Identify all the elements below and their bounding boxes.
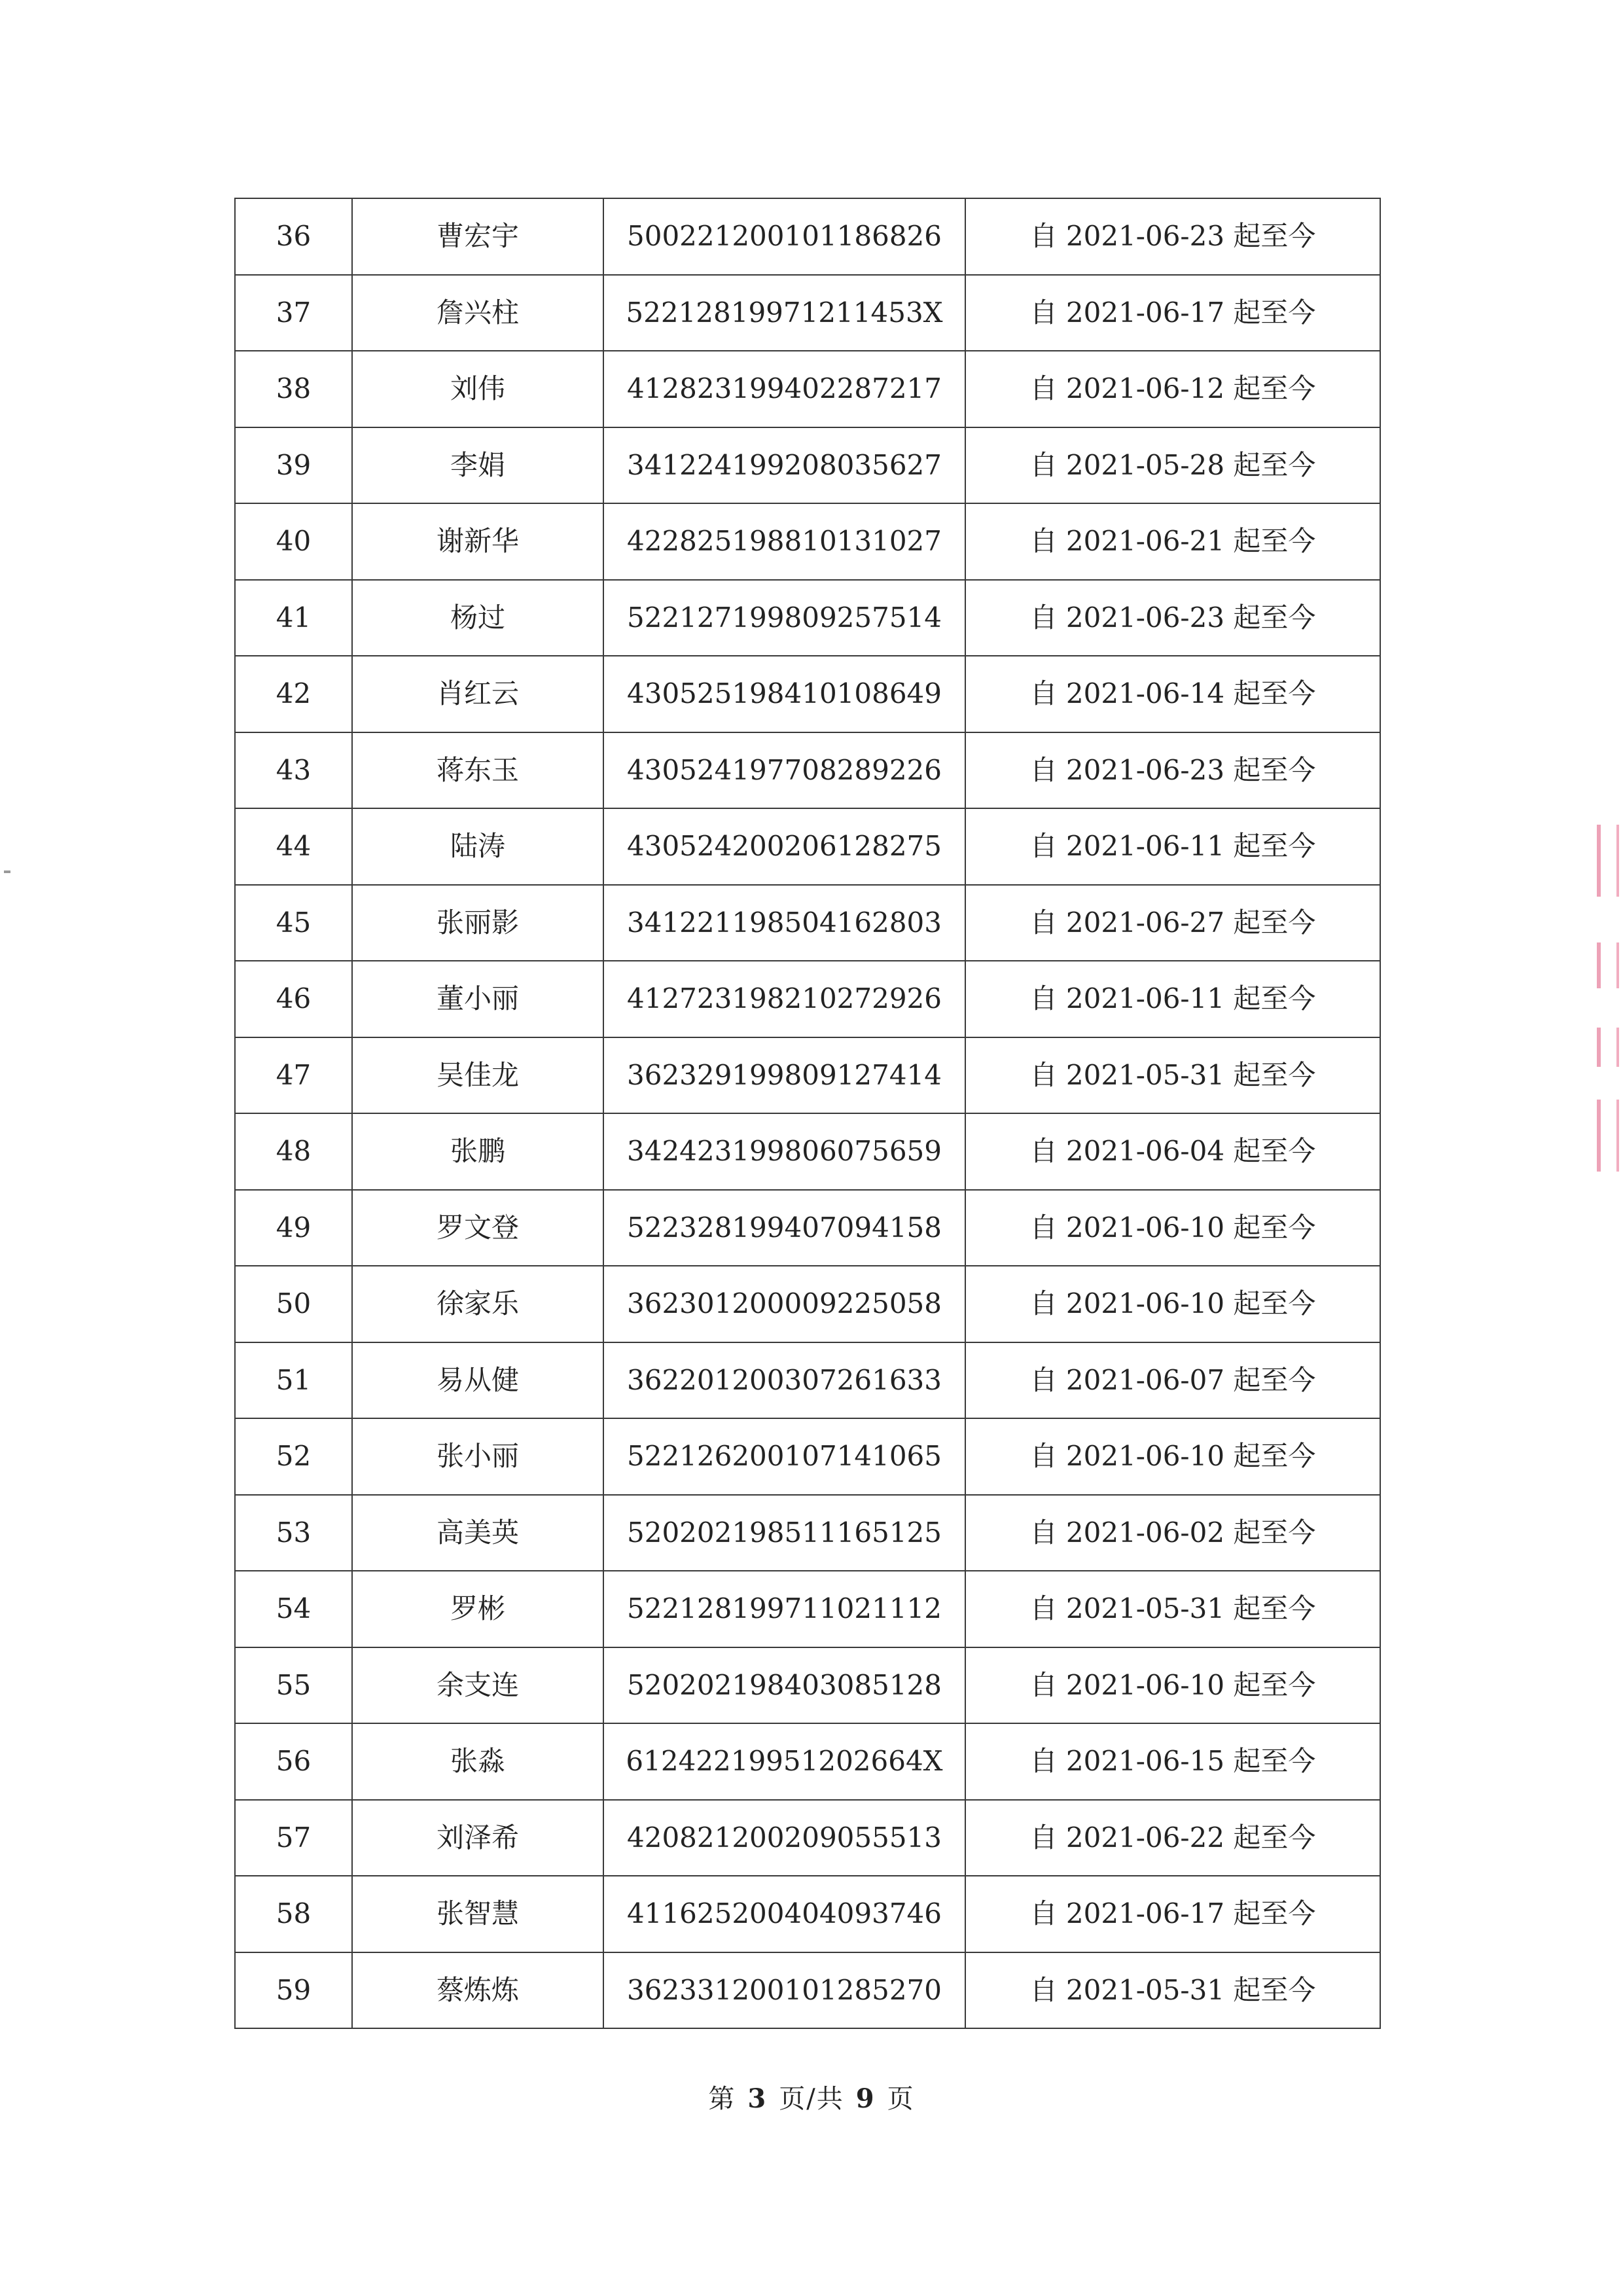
name-cell: 董小丽 (352, 961, 603, 1037)
row-number-cell: 51 (235, 1342, 352, 1419)
row-number-cell: 46 (235, 961, 352, 1037)
id-number-cell: 362201200307261633 (603, 1342, 965, 1419)
id-number-cell: 342423199806075659 (603, 1113, 965, 1190)
id-number-cell: 520202198403085128 (603, 1647, 965, 1724)
id-number-cell: 411625200404093746 (603, 1876, 965, 1952)
row-number-cell: 57 (235, 1800, 352, 1876)
table-row (235, 1037, 1380, 1114)
period-cell: 自 2021-06-17 起至今 (965, 275, 1380, 351)
table-row (235, 1342, 1380, 1419)
name-cell: 张智慧 (352, 1876, 603, 1952)
table-row (235, 885, 1380, 961)
total-pages-number: 9 (855, 2083, 876, 2114)
period-cell: 自 2021-06-10 起至今 (965, 1190, 1380, 1266)
name-cell: 徐家乐 (352, 1266, 603, 1342)
row-number-cell: 56 (235, 1723, 352, 1800)
period-cell: 自 2021-06-02 起至今 (965, 1495, 1380, 1571)
scan-mark (4, 870, 10, 873)
name-cell: 詹兴柱 (352, 275, 603, 351)
id-number-cell: 362301200009225058 (603, 1266, 965, 1342)
id-number-cell: 362329199809127414 (603, 1037, 965, 1114)
period-cell: 自 2021-06-07 起至今 (965, 1342, 1380, 1419)
table-row (235, 198, 1380, 275)
table-row (235, 1418, 1380, 1495)
name-cell: 刘伟 (352, 351, 603, 427)
table-row (235, 1571, 1380, 1647)
id-number-cell: 422825198810131027 (603, 503, 965, 580)
id-number-cell: 430524197708289226 (603, 732, 965, 809)
table-row (235, 503, 1380, 580)
row-number-cell: 40 (235, 503, 352, 580)
row-number-cell: 36 (235, 198, 352, 275)
table-row (235, 1647, 1380, 1724)
name-cell: 曹宏宇 (352, 198, 603, 275)
name-cell: 刘泽希 (352, 1800, 603, 1876)
name-cell: 杨过 (352, 580, 603, 656)
id-number-cell: 430525198410108649 (603, 656, 965, 732)
name-cell: 肖红云 (352, 656, 603, 732)
period-cell: 自 2021-06-23 起至今 (965, 580, 1380, 656)
row-number-cell: 49 (235, 1190, 352, 1266)
name-cell: 易从健 (352, 1342, 603, 1419)
table-row (235, 1876, 1380, 1952)
row-number-cell: 42 (235, 656, 352, 732)
row-number-cell: 39 (235, 427, 352, 504)
table-row (235, 1190, 1380, 1266)
table-body (235, 198, 1380, 2028)
table-row (235, 1952, 1380, 2029)
row-number-cell: 41 (235, 580, 352, 656)
name-cell: 罗文登 (352, 1190, 603, 1266)
period-cell: 自 2021-06-10 起至今 (965, 1647, 1380, 1724)
name-cell: 余支连 (352, 1647, 603, 1724)
name-cell: 张淼 (352, 1723, 603, 1800)
id-number-cell: 522328199407094158 (603, 1190, 965, 1266)
period-cell: 自 2021-06-14 起至今 (965, 656, 1380, 732)
row-number-cell: 55 (235, 1647, 352, 1724)
id-number-cell: 500221200101186826 (603, 198, 965, 275)
name-cell: 张鹏 (352, 1113, 603, 1190)
id-number-cell: 522126200107141065 (603, 1418, 965, 1495)
period-cell: 自 2021-06-11 起至今 (965, 961, 1380, 1037)
row-number-cell: 37 (235, 275, 352, 351)
period-cell: 自 2021-06-15 起至今 (965, 1723, 1380, 1800)
red-seal-edge (1597, 825, 1619, 1191)
footer-suffix: 页 (887, 2084, 915, 2114)
row-number-cell: 54 (235, 1571, 352, 1647)
name-cell: 罗彬 (352, 1571, 603, 1647)
id-number-cell: 420821200209055513 (603, 1800, 965, 1876)
name-cell: 陆涛 (352, 808, 603, 885)
id-number-cell: 341224199208035627 (603, 427, 965, 504)
period-cell: 自 2021-06-23 起至今 (965, 198, 1380, 275)
id-number-cell: 61242219951202664X (603, 1723, 965, 1800)
footer-prefix: 第 (708, 2084, 736, 2114)
name-cell: 高美英 (352, 1495, 603, 1571)
row-number-cell: 58 (235, 1876, 352, 1952)
period-cell: 自 2021-06-17 起至今 (965, 1876, 1380, 1952)
records-table (234, 198, 1381, 2029)
period-cell: 自 2021-06-12 起至今 (965, 351, 1380, 427)
row-number-cell: 44 (235, 808, 352, 885)
name-cell: 张小丽 (352, 1418, 603, 1495)
row-number-cell: 38 (235, 351, 352, 427)
id-number-cell: 520202198511165125 (603, 1495, 965, 1571)
footer-middle: 页/共 (779, 2084, 844, 2114)
id-number-cell: 430524200206128275 (603, 808, 965, 885)
period-cell: 自 2021-05-31 起至今 (965, 1952, 1380, 2029)
name-cell: 张丽影 (352, 885, 603, 961)
row-number-cell: 45 (235, 885, 352, 961)
table-row (235, 961, 1380, 1037)
table-row (235, 1495, 1380, 1571)
table-row (235, 1266, 1380, 1342)
table-row (235, 1723, 1380, 1800)
period-cell: 自 2021-06-10 起至今 (965, 1266, 1380, 1342)
name-cell: 李娟 (352, 427, 603, 504)
row-number-cell: 50 (235, 1266, 352, 1342)
current-page-number: 3 (747, 2083, 768, 2114)
row-number-cell: 43 (235, 732, 352, 809)
name-cell: 蔡炼炼 (352, 1952, 603, 2029)
table-row (235, 427, 1380, 504)
id-number-cell: 522127199809257514 (603, 580, 965, 656)
row-number-cell: 53 (235, 1495, 352, 1571)
table-row (235, 580, 1380, 656)
row-number-cell: 59 (235, 1952, 352, 2029)
name-cell: 蒋东玉 (352, 732, 603, 809)
table-row (235, 351, 1380, 427)
table-row (235, 808, 1380, 885)
table-row (235, 656, 1380, 732)
period-cell: 自 2021-05-31 起至今 (965, 1037, 1380, 1114)
table-row (235, 1800, 1380, 1876)
name-cell: 吴佳龙 (352, 1037, 603, 1114)
id-number-cell: 412823199402287217 (603, 351, 965, 427)
period-cell: 自 2021-06-11 起至今 (965, 808, 1380, 885)
table-row (235, 732, 1380, 809)
period-cell: 自 2021-05-31 起至今 (965, 1571, 1380, 1647)
table-row (235, 275, 1380, 351)
period-cell: 自 2021-05-28 起至今 (965, 427, 1380, 504)
period-cell: 自 2021-06-04 起至今 (965, 1113, 1380, 1190)
row-number-cell: 52 (235, 1418, 352, 1495)
period-cell: 自 2021-06-10 起至今 (965, 1418, 1380, 1495)
id-number-cell: 341221198504162803 (603, 885, 965, 961)
period-cell: 自 2021-06-23 起至今 (965, 732, 1380, 809)
period-cell: 自 2021-06-22 起至今 (965, 1800, 1380, 1876)
table-row (235, 1113, 1380, 1190)
period-cell: 自 2021-06-27 起至今 (965, 885, 1380, 961)
id-number-cell: 522128199711021112 (603, 1571, 965, 1647)
page-footer (0, 2078, 1623, 2115)
name-cell: 谢新华 (352, 503, 603, 580)
row-number-cell: 48 (235, 1113, 352, 1190)
id-number-cell: 362331200101285270 (603, 1952, 965, 2029)
id-number-cell: 412723198210272926 (603, 961, 965, 1037)
period-cell: 自 2021-06-21 起至今 (965, 503, 1380, 580)
row-number-cell: 47 (235, 1037, 352, 1114)
id-number-cell: 52212819971211453X (603, 275, 965, 351)
